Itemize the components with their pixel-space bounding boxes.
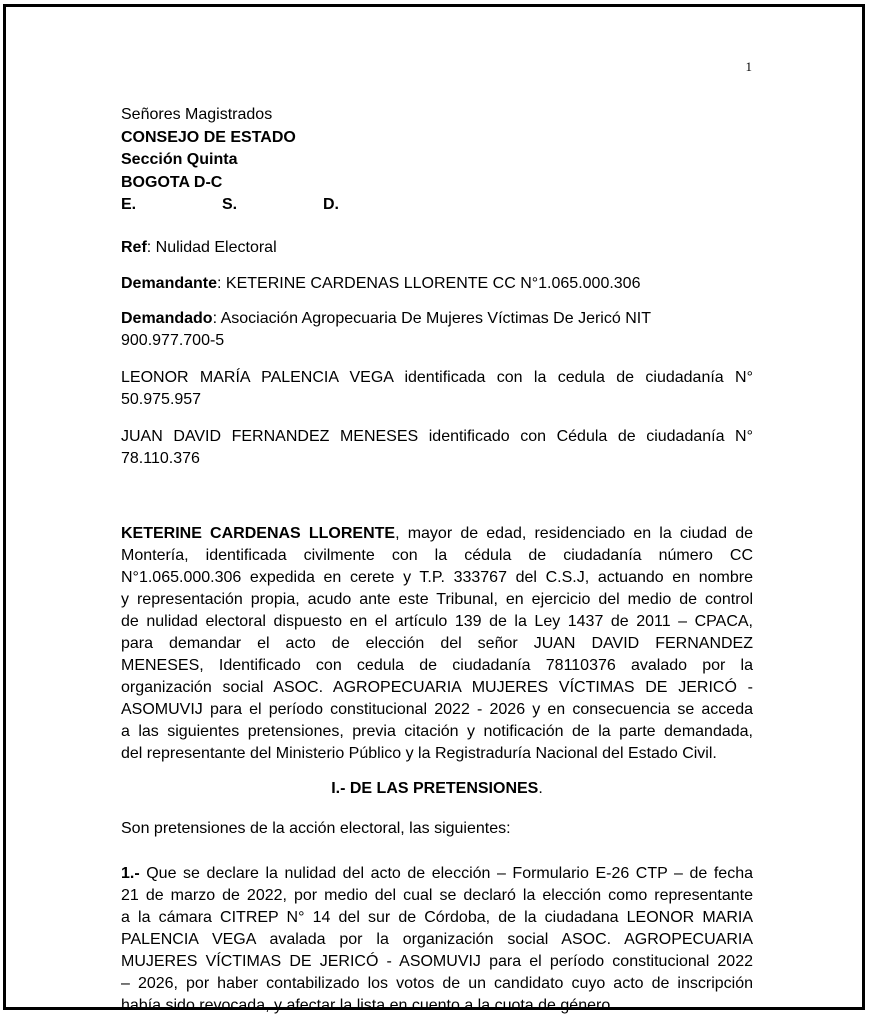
- intro-line: del representante del Ministerio Público y la Registraduría Nacional del Estado Civil.: [121, 744, 717, 762]
- intro-line: para demandar el acto de elección del señor JUAN DAVID FERNANDEZ: [121, 634, 753, 652]
- party-juan-line2: 78.110.376: [121, 450, 200, 467]
- pretension-line: – 2026, por haber contabilizado los votos de un candidato cuyo acto de inscripción: [121, 974, 753, 992]
- intro-line: Montería, identificada civilmente con la cédula de ciudadanía número CC: [121, 546, 753, 564]
- intro-line: KETERINE CARDENAS LLORENTE, mayor de edad, residenciado en la ciudad de: [121, 524, 754, 542]
- intro-paragraph: [121, 523, 753, 765]
- ref-value: : Nulidad Electoral: [146, 238, 277, 256]
- esd-s: S.: [222, 196, 238, 213]
- page-number: 1: [745, 59, 752, 74]
- esd-e: E.: [121, 196, 137, 213]
- court-name: CONSEJO DE ESTADO: [121, 128, 296, 146]
- section-title: I.- DE LAS PRETENSIONES.: [331, 779, 543, 797]
- demandado-value: : Asociación Agropecuaria De Mujeres Víctimas De Jericó NIT: [212, 309, 651, 327]
- esd-d: D.: [323, 196, 339, 213]
- esd-line: [121, 194, 753, 217]
- intro-line: ASOMUVIJ para el período constitucional 2022 - 2026 y en consecuencia se acceda: [121, 700, 753, 718]
- pretension-line: PALENCIA VEGA avalada por la organización social ASOC. AGROPECUARIA: [121, 930, 753, 948]
- pretension-line: había sido revocada, y afectar la lista en cuento a la cuota de género.: [121, 996, 615, 1014]
- demandado-line: [121, 308, 753, 331]
- demandante-value: : KETERINE CARDENAS LLORENTE CC N°1.065.000.306: [217, 275, 641, 292]
- ref-line: [121, 237, 753, 260]
- court-city: BOGOTA D-C: [121, 173, 223, 191]
- document-page: [3, 4, 865, 1014]
- pretension-line: MUJERES VÍCTIMAS DE JERICÓ - ASOMUVIJ para el período constitucional 2022: [121, 952, 753, 970]
- document-body: [121, 104, 753, 1017]
- pretension-line: 21 de marzo de 2022, por medio del cual se declaró la elección como representante: [121, 886, 753, 904]
- party-juan-line1: JUAN DAVID FERNANDEZ MENESES identificado con Cédula de ciudadanía N°: [121, 427, 753, 445]
- pretension-line: a la cámara CITREP N° 14 del sur de Córdoba, de la ciudadana LEONOR MARIA: [121, 908, 753, 926]
- intro-line: organización social ASOC. AGROPECUARIA MUJERES VÍCTIMAS DE JERICÓ -: [121, 678, 753, 696]
- intro-line: a las siguientes pretensiones, previa citación y notificación de la parte demandada,: [121, 722, 753, 740]
- party-leonor-line2: 50.975.957: [121, 391, 202, 408]
- intro-line: y representación propia, acudo ante este Tribunal, en ejercicio del medio de control: [121, 590, 753, 608]
- section-title-text: I.- DE LAS PRETENSIONES: [331, 779, 539, 797]
- ref-label: Ref: [121, 238, 147, 256]
- pretension-1: [121, 863, 753, 1017]
- demandante-label: Demandante: [121, 275, 218, 292]
- pretensiones-intro: Son pretensiones de la acción electoral, las siguientes:: [121, 820, 511, 837]
- salutation: Señores Magistrados: [121, 106, 273, 123]
- pretension-line: 1.- Que se declare la nulidad del acto de elección – Formulario E-26 CTP – de fecha: [121, 864, 753, 882]
- demandante-line: [121, 273, 753, 296]
- court-section: Sección Quinta: [121, 151, 238, 168]
- intro-line: de nulidad electoral dispuesto en el artículo 139 de la Ley 1437 de 2011 – CPACA,: [121, 612, 753, 630]
- demandado-block: [121, 308, 753, 353]
- intro-line: MENESES, Identificado con cedula de ciudadanía 78110376 avalado por la: [121, 656, 753, 674]
- intro-line: N°1.065.000.306 expedida en cerete y T.P. 333767 del C.S.J, actuando en nombre: [121, 568, 753, 586]
- pretension-number: 1.-: [121, 864, 140, 882]
- intro-name: KETERINE CARDENAS LLORENTE: [121, 524, 396, 542]
- demandado-nit: 900.977.700-5: [121, 332, 225, 349]
- party-leonor-line1: LEONOR MARÍA PALENCIA VEGA identificada con la cedula de ciudadanía N°: [121, 368, 753, 386]
- demandado-label: Demandado: [121, 309, 213, 327]
